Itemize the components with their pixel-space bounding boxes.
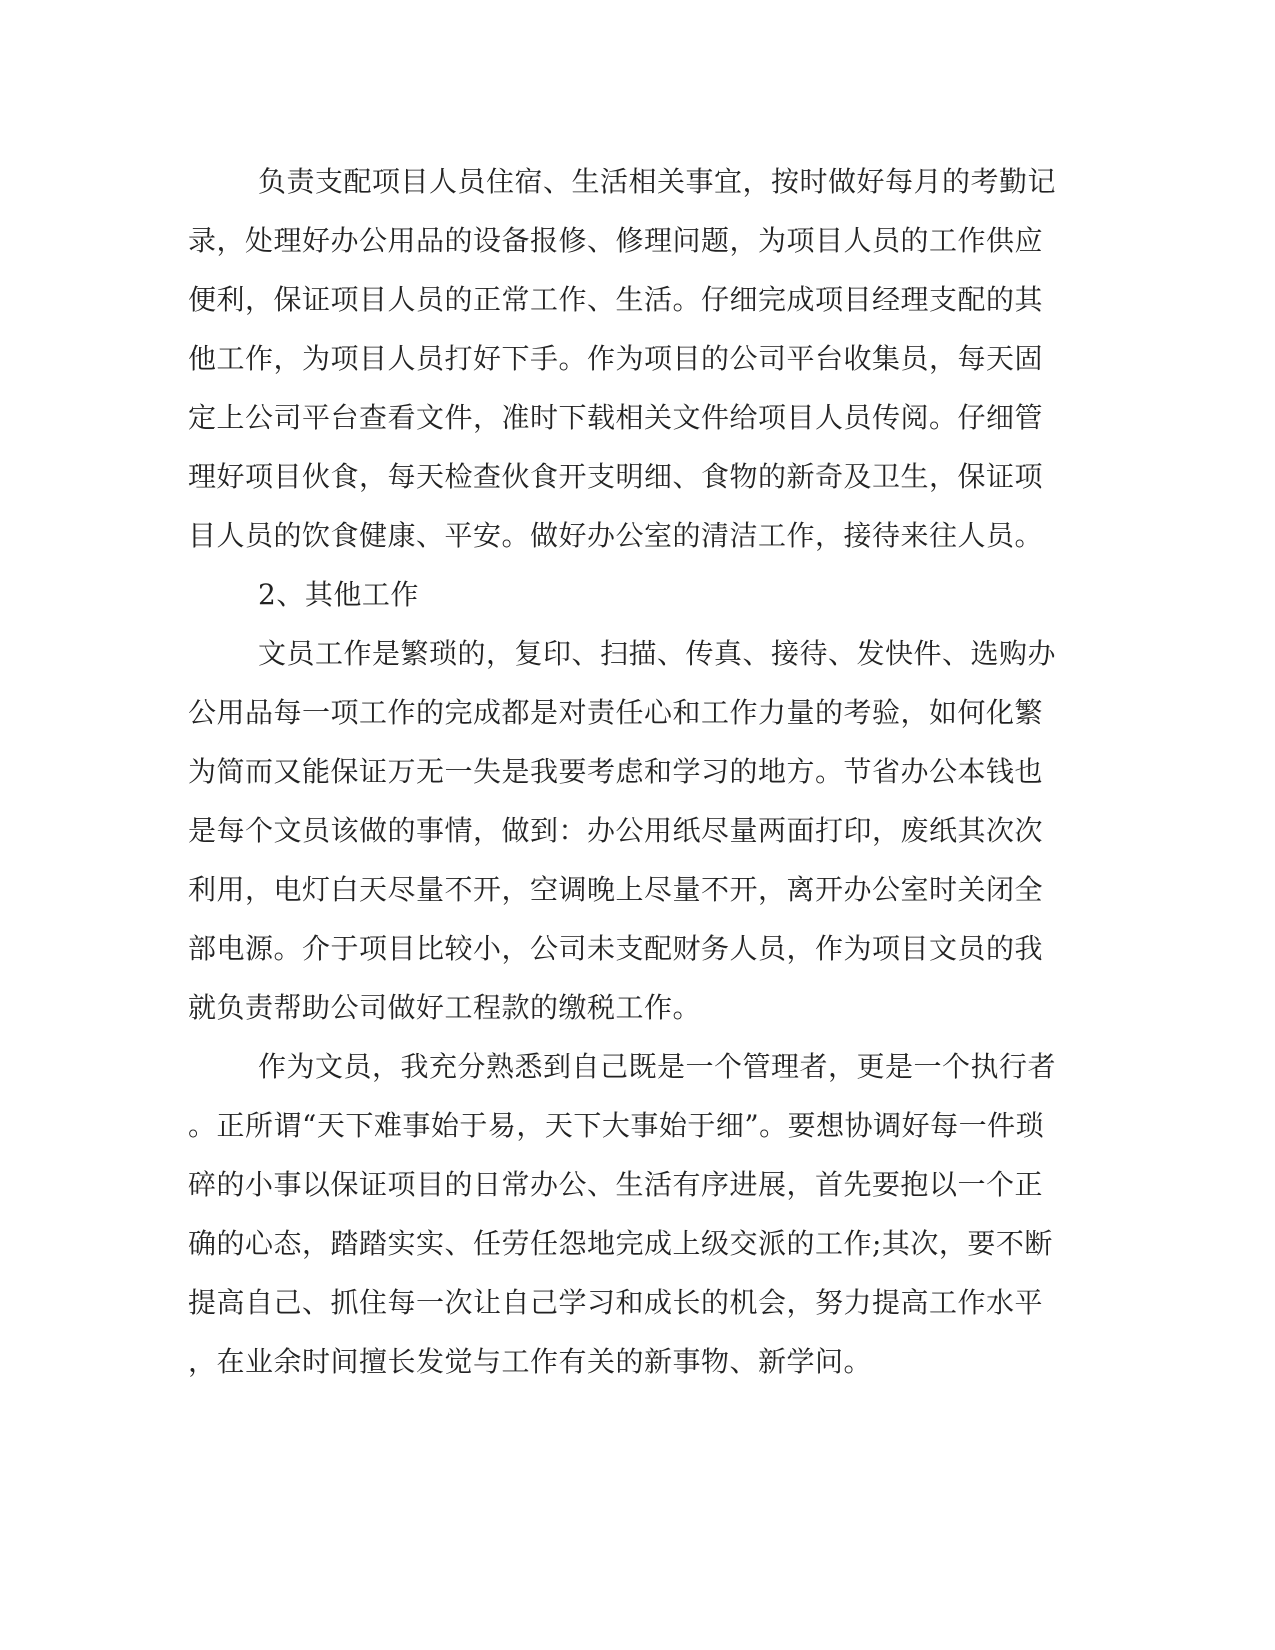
paragraph-3-line-6: ，在业余时间擅长发觉与工作有关的新事物、新学问。 bbox=[188, 1345, 873, 1378]
paragraph-2-line-7: 就负责帮助公司做好工程款的缴税工作。 bbox=[188, 991, 702, 1024]
paragraph-1-line-6: 理好项目伙食，每天检查伙食开支明细、食物的新奇及卫生，保证项 bbox=[188, 460, 1044, 493]
paragraph-3-line-4: 确的心态，踏踏实实、任劳任怨地完成上级交派的工作;其次，要不断 bbox=[188, 1227, 1053, 1260]
paragraph-3-line-5: 提高自己、抓住每一次让自己学习和成长的机会，努力提高工作水平 bbox=[188, 1286, 1044, 1319]
paragraph-3-line-3: 碎的小事以保证项目的日常办公、生活有序进展，首先要抱以一个正 bbox=[188, 1168, 1044, 1201]
section-heading-other-work: 2、其他工作 bbox=[258, 578, 419, 611]
paragraph-2-line-2: 公用品每一项工作的完成都是对责任心和工作力量的考验，如何化繁 bbox=[188, 696, 1044, 729]
paragraph-1-line-2: 录，处理好办公用品的设备报修、修理问题，为项目人员的工作供应 bbox=[188, 224, 1044, 257]
paragraph-1-line-3: 便利，保证项目人员的正常工作、生活。仔细完成项目经理支配的其 bbox=[188, 283, 1044, 316]
paragraph-2-line-6: 部电源。介于项目比较小，公司未支配财务人员，作为项目文员的我 bbox=[188, 932, 1044, 965]
paragraph-1-line-5: 定上公司平台查看文件，准时下载相关文件给项目人员传阅。仔细管 bbox=[188, 401, 1044, 434]
paragraph-1-line-4: 他工作，为项目人员打好下手。作为项目的公司平台收集员，每天固 bbox=[188, 342, 1044, 375]
paragraph-1-line-1: 负责支配项目人员住宿、生活相关事宜，按时做好每月的考勤记 bbox=[258, 165, 1057, 198]
paragraph-3-line-2: 。正所谓“天下难事始于易，天下大事始于细”。要想协调好每一件琐 bbox=[188, 1109, 1045, 1142]
paragraph-3-line-1: 作为文员，我充分熟悉到自己既是一个管理者，更是一个执行者 bbox=[258, 1050, 1057, 1083]
paragraph-2-line-3: 为简而又能保证万无一失是我要考虑和学习的地方。节省办公本钱也 bbox=[188, 755, 1044, 788]
paragraph-1-line-7: 目人员的饮食健康、平安。做好办公室的清洁工作，接待来往人员。 bbox=[188, 519, 1044, 552]
paragraph-2-line-5: 利用，电灯白天尽量不开，空调晚上尽量不开，离开办公室时关闭全 bbox=[188, 873, 1044, 906]
paragraph-2-line-1: 文员工作是繁琐的，复印、扫描、传真、接待、发快件、选购办 bbox=[258, 637, 1057, 670]
paragraph-2-line-4: 是每个文员该做的事情，做到：办公用纸尽量两面打印，废纸其次次 bbox=[188, 814, 1044, 847]
